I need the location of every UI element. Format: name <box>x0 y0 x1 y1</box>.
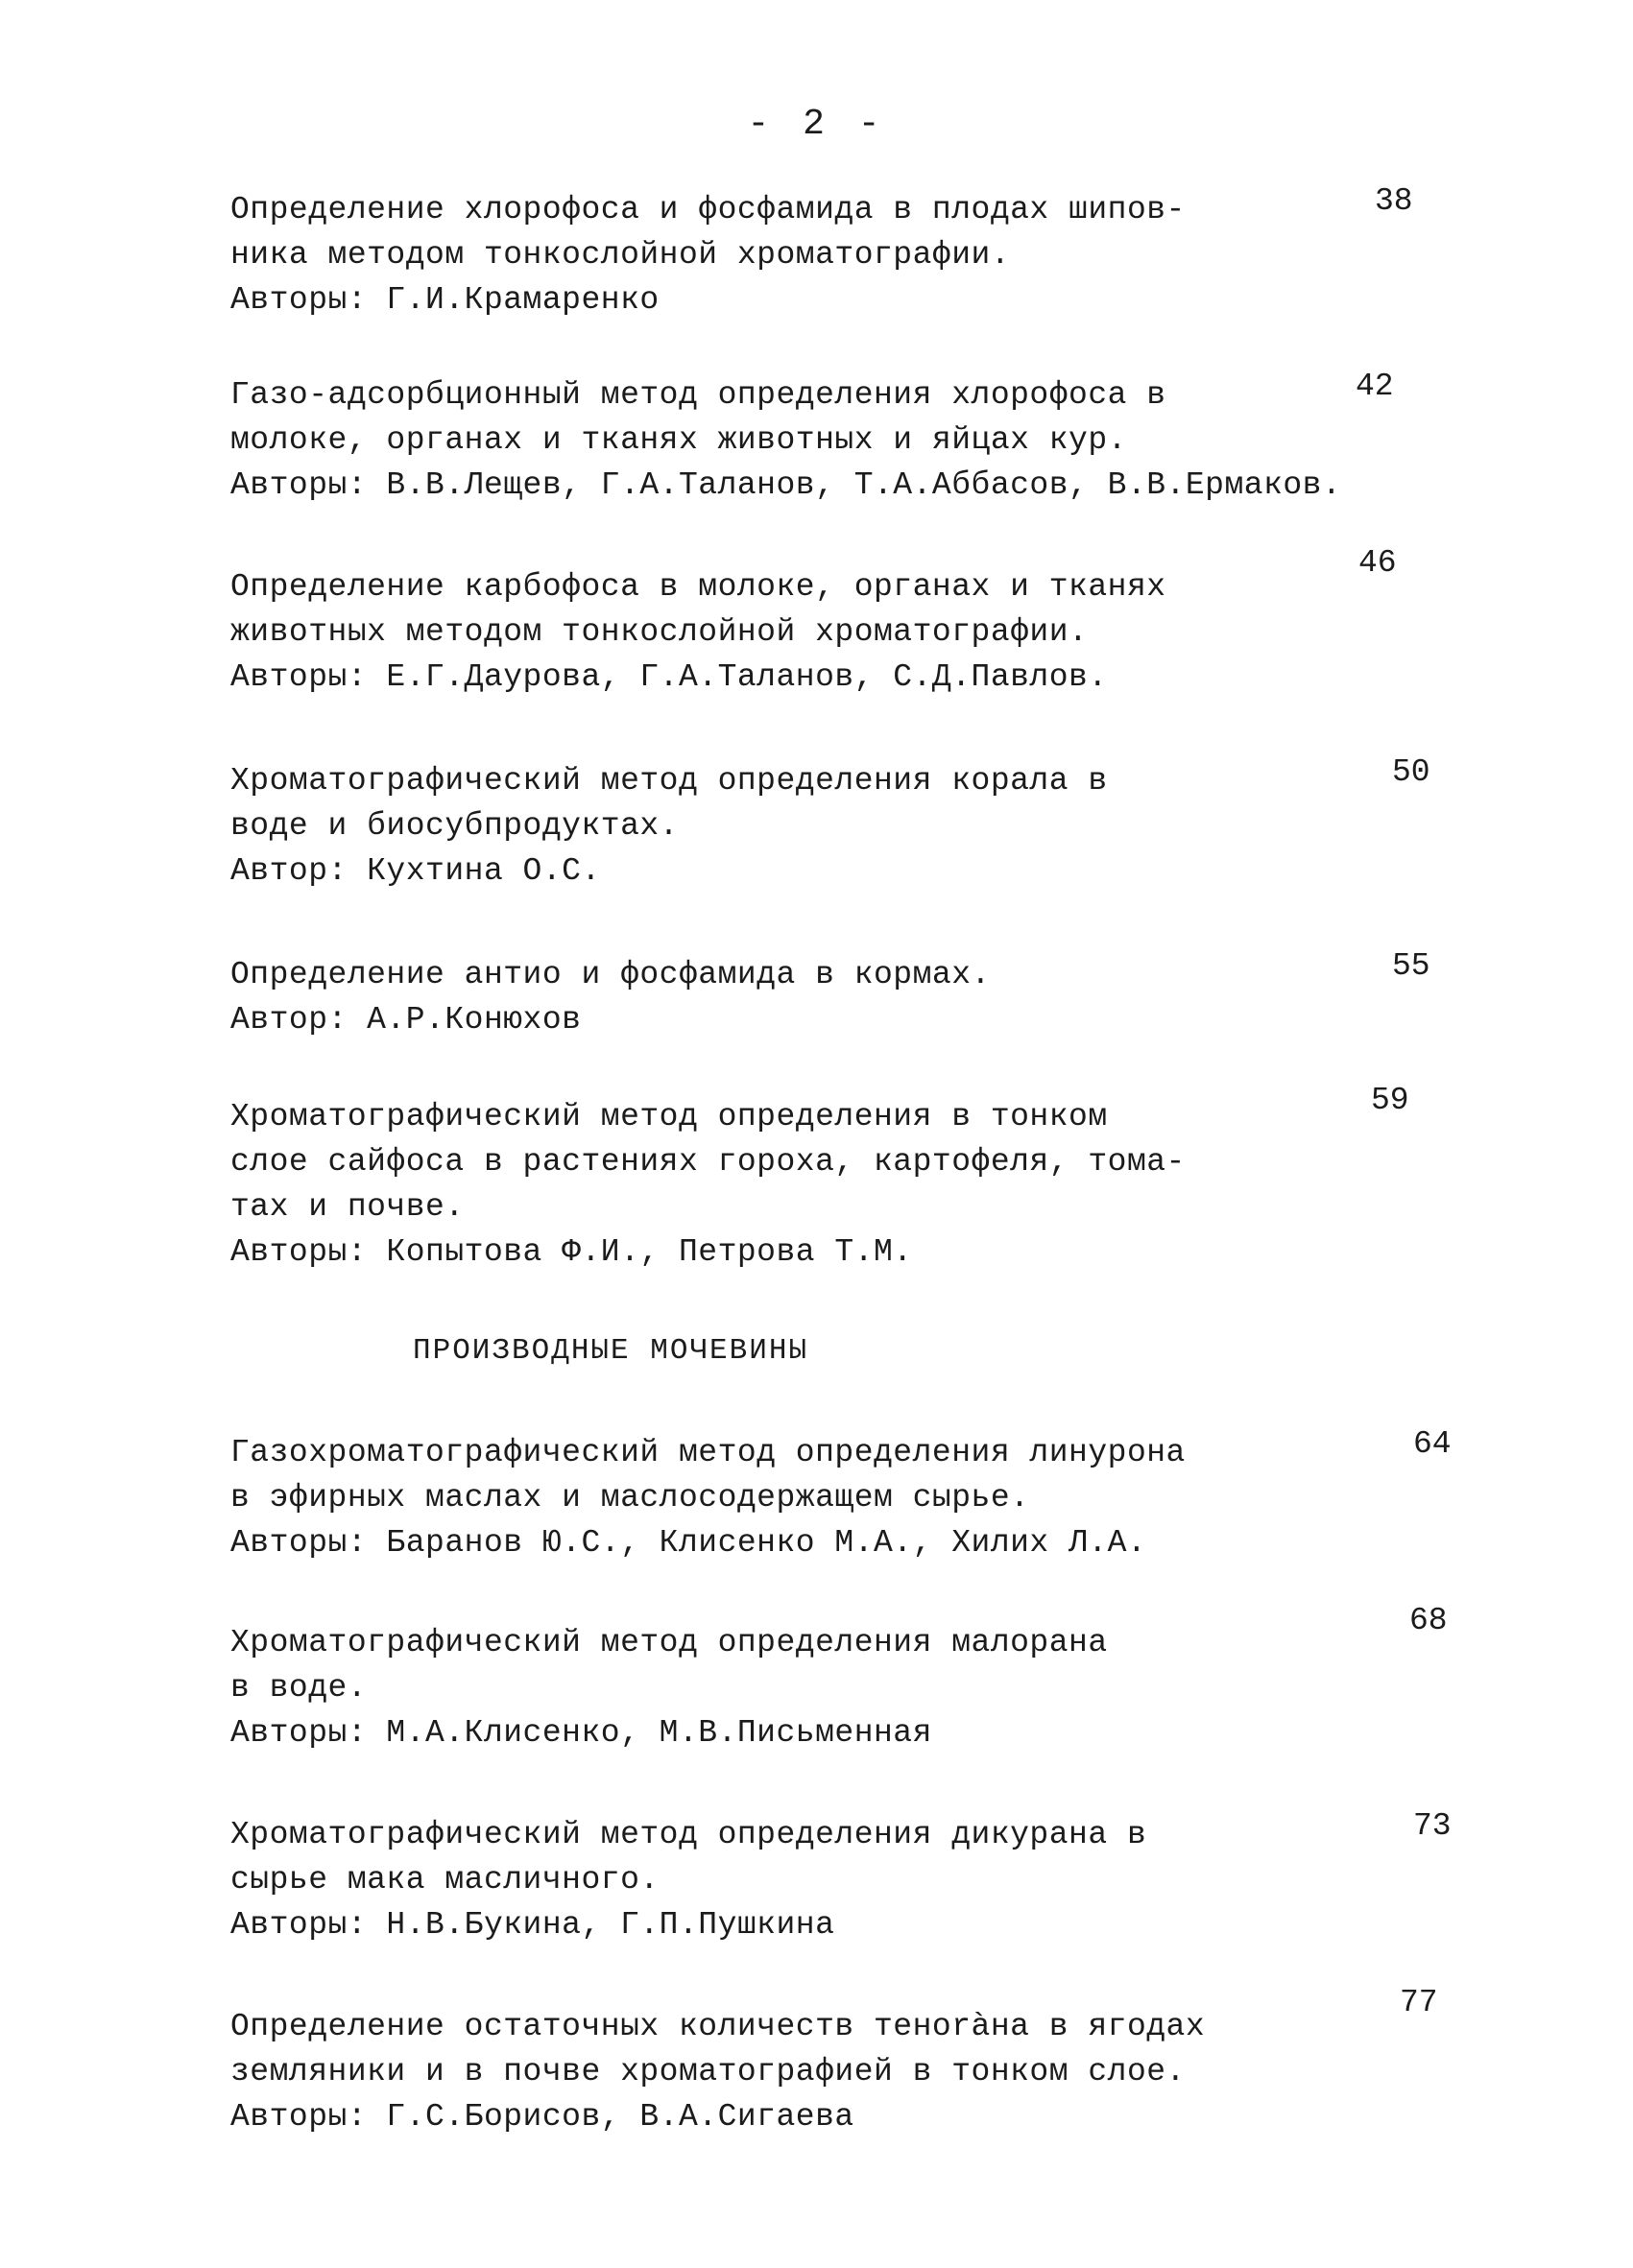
toc-entry <box>230 545 1430 700</box>
entry-page-number: 68 <box>1409 1603 1448 1638</box>
entry-authors: Авторы: Баранов Ю.С., Клисенко М.А., Хилих Л.А. <box>230 1525 1147 1561</box>
entry-page-number: 77 <box>1400 1985 1438 2020</box>
entry-title-line: Газо-адсорбционный метод определения хлорофоса в <box>230 377 1166 413</box>
entry-page-number: 55 <box>1392 948 1430 984</box>
toc-entry <box>230 369 1430 508</box>
entry-title-line: Хроматографический метод определения малорана <box>230 1625 1108 1660</box>
entry-authors: Авторы: Н.В.Букина, Г.П.Пушкина <box>230 1907 835 1943</box>
entry-title-line: ника методом тонкослойной хроматографии. <box>230 237 1011 273</box>
entry-title-line: в эфирных маслах и маслосодержащем сырье. <box>230 1480 1030 1516</box>
entry-title-line: животных методом тонкослойной хроматографии. <box>230 614 1089 650</box>
entry-authors: Авторы: Копытова Ф.И., Петрова Т.М. <box>230 1234 913 1270</box>
entry-page-number: 64 <box>1413 1426 1452 1462</box>
toc-entry <box>230 1603 1448 1755</box>
entry-title-line: Газохроматографический метод определения линурона <box>230 1435 1186 1470</box>
entry-page-number: 59 <box>1371 1083 1409 1118</box>
entry-page-number: 38 <box>1375 183 1413 219</box>
entry-authors: Авторы: Е.Г.Даурова, Г.А.Таланов, С.Д.Павлов. <box>230 659 1108 695</box>
entry-title-line: Хроматографический метод определения в тонком <box>230 1099 1108 1134</box>
entry-title-line: воде и биосубпродуктах. <box>230 808 679 844</box>
entry-authors: Автор: Кухтина О.С. <box>230 853 601 889</box>
entry-page-number: 46 <box>1358 545 1397 581</box>
toc-entry <box>230 948 1430 1042</box>
entry-page-number: 42 <box>1356 369 1394 404</box>
entry-title-line: Определение остаточных количеств теноràна в ягодах <box>230 2009 1206 2044</box>
toc-entry <box>230 1985 1438 2139</box>
entry-page-number: 50 <box>1392 754 1430 790</box>
entry-title-line: молоке, органах и тканях животных и яйцах кур. <box>230 422 1127 458</box>
entry-title-line: Хроматографический метод определения дикурана в <box>230 1817 1147 1852</box>
entry-authors: Автор: А.Р.Конюхов <box>230 1002 582 1038</box>
entry-title-line: тах и почве. <box>230 1189 465 1225</box>
entry-authors: Авторы: Г.С.Борисов, В.А.Сигаева <box>230 2099 854 2135</box>
entry-authors: Авторы: В.В.Лещев, Г.А.Таланов, Т.А.Аббасов, В.В.Ермаков. <box>230 467 1342 503</box>
toc-entry <box>230 754 1430 894</box>
section-heading: ПРОИЗВОДНЫЕ МОЧЕВИНЫ <box>413 1334 809 1368</box>
toc-entry <box>230 1426 1452 1565</box>
entry-title-line: Определение карбофоса в молоке, органах и тканях <box>230 569 1166 605</box>
entry-title-line: Определение антио и фосфамида в кормах. <box>230 957 991 992</box>
entry-title-line: сырье мака масличного. <box>230 1862 660 1898</box>
entry-title-line: земляники и в почве хроматографией в тонком слое. <box>230 2054 1186 2089</box>
toc-entry <box>230 1083 1430 1275</box>
entry-authors: Авторы: Г.И.Крамаренко <box>230 282 660 318</box>
entry-title-line: Определение хлорофоса и фосфамида в плодах шипов- <box>230 192 1186 227</box>
toc-entry <box>230 183 1430 322</box>
entry-title-line: Хроматографический метод определения корала в <box>230 763 1108 799</box>
entry-title-line: слое сайфоса в растениях гороха, картофеля, тома- <box>230 1144 1186 1180</box>
page-number: - 2 - <box>747 104 886 145</box>
entry-authors: Авторы: М.А.Клисенко, М.В.Письменная <box>230 1715 932 1751</box>
entry-title-line: в воде. <box>230 1670 368 1706</box>
toc-entry <box>230 1808 1452 1947</box>
entry-page-number: 73 <box>1413 1808 1452 1844</box>
